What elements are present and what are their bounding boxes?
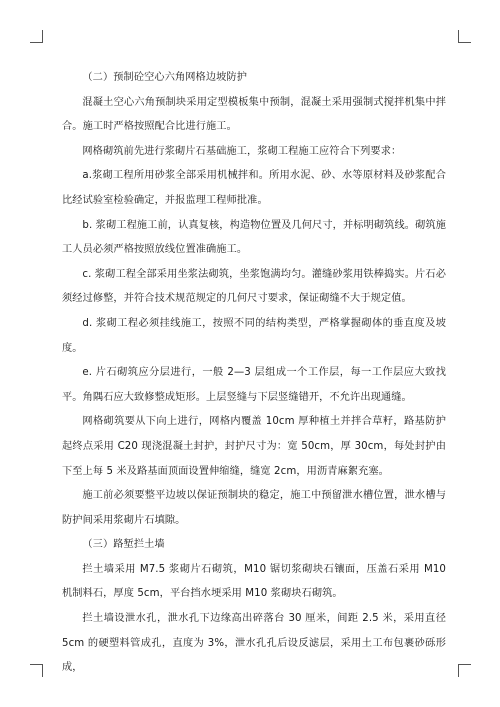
paragraph-item-b: b. 浆砌工程施工前，认真复核，构造物位置及几何尺寸，并标明砌筑线。砌筑施工人员必须严格按照放线位置准确施工。 bbox=[62, 219, 446, 256]
paragraph-item-e: e. 片石砌筑应分层进行，一般 2—3 层组成一个工作层，每一工作层应大致找平。角隅石应大致修整成矩形。上层竖缝与下层竖缝错开，不允许出现通缝。 bbox=[62, 367, 446, 403]
paragraph-item-d: d. 浆砌工程必须挂线施工，按照不同的结构类型，严格掌握砌体的垂直度及坡度。 bbox=[62, 317, 446, 354]
paragraph-retaining-wall: 拦土墙采用 M7.5 浆砌片石砌筑，M10 锯切浆砌块石镶面，压盖石采用 M10 机制料石，厚度 5cm，平台挡水埂采用 M10 浆砌块石砌筑。 bbox=[62, 563, 446, 600]
paragraph-prefab-blocks: 混凝土空心六角预制块采用定型模板集中预制，混凝土采用强制式搅拌机集中拌合。施工时严格按照配合比进行施工。 bbox=[62, 96, 446, 133]
crop-mark-top-right bbox=[458, 30, 471, 43]
paragraph-item-c: c. 浆砌工程全部采用坐浆法砌筑，坐浆饱满均匀。灌缝砂浆用铁棒捣实。片石必须经过修整，并符合技术规范规定的几何尺寸要求，保证砌缝不大于规定值。 bbox=[62, 268, 446, 305]
section-heading-2: （二）预制砼空心六角网格边坡防护 bbox=[82, 72, 247, 83]
paragraph-drain-holes: 拦土墙设泄水孔，泄水孔下边缘高出碎落台 30 厘米，间距 2.5 米，采用直径 5cm 的硬塑料管成孔，直度为 3%，泄水孔孔后设反滤层，采用土工布包裹砂砾形成， bbox=[62, 613, 446, 674]
section-heading-3: （三）路堑拦土墙 bbox=[82, 539, 165, 551]
paragraph-grid-masonry: 网格砌筑要从下向上进行，网格内覆盖 10cm 厚种植土并拌合草籽，路基防护起终点采用 C20 现浇混凝土封护，封护尺寸为：宽 50cm，厚 30cm，每处封护由下至上每 5 米及路基面顶面设置伸缩缝，缝宽 2cm，用沥青麻絮充塞。 bbox=[62, 416, 446, 477]
paragraph-masonry-requirements: 网格砌筑前先进行浆砌片石基础施工，浆砌工程施工应符合下列要求： bbox=[82, 145, 402, 157]
paragraph-slope-leveling: 施工前必须要整平边坡以保证预制块的稳定，施工中预留泄水槽位置，泄水槽与防护间采用浆砌片石填隙。 bbox=[62, 490, 446, 526]
crop-mark-bottom-left bbox=[30, 664, 43, 677]
crop-mark-bottom-right bbox=[458, 664, 471, 677]
paragraph-item-a: a.浆砌工程所用砂浆全部采用机械拌和。所用水泥、砂、水等原材料及砂浆配合比经试验室检验确定，并报监理工程师批准。 bbox=[62, 170, 446, 206]
document-body bbox=[62, 66, 446, 681]
crop-mark-top-left bbox=[30, 30, 43, 43]
